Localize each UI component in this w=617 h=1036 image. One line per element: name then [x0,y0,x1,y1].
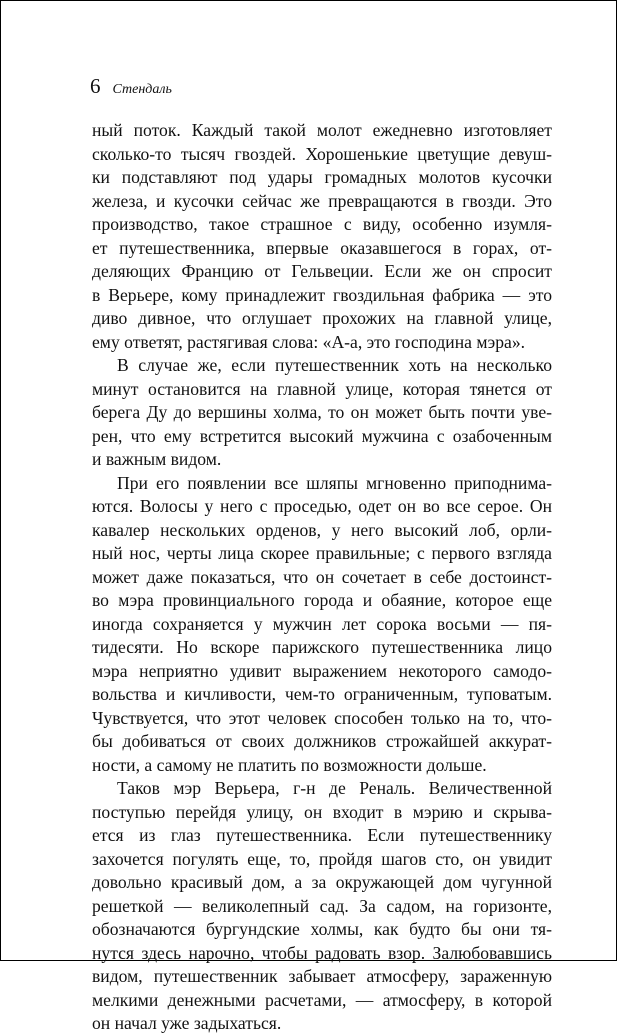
text-line: решеткой — великолепный сад. За садом, на горизонте, [92,895,552,916]
text-line: бы добиваться от своих должников строжайшей аккурат- [92,731,552,751]
text-line: ности, а самому не платить по возможности дольше. [92,754,487,775]
text-line: сколько-то тысяч гвоздей. Хорошенькие цветущие девуш- [92,143,552,164]
page-header [90,74,172,99]
text-line: ется из глаз путешественника. Если путешественнику [92,825,552,845]
text-line: во мэра провинциального города и обаяние, которое еще [92,590,552,610]
text-line: он начал уже задыхаться. [92,1013,282,1033]
text-line: и важным видом. [92,449,222,469]
text-line: ный нос, черты лица скорее правильные; с первого взгляда [92,543,552,563]
text-line: минут остановится на главной улице, которая тянется от [92,378,552,399]
paragraph-3 [92,472,552,778]
text-line: нутся здесь нарочно, чтобы радовать взор. Залюбовавшись [92,942,552,963]
text-line: видом, путешественник забывает атмосферу, зараженную [92,966,552,986]
text-line: ный поток. Каждый такой молот ежедневно изготовляет [92,120,552,140]
text-line: мэра неприятно удивит выражением некоторого самодо- [92,660,552,681]
text-line: производство, такое страшное с виду, особенно изумля- [92,214,552,234]
text-line: мелкими денежными расчетами, — атмосферу, в которой [92,989,552,1010]
text-line: иногда сохраняется у мужчин лет сорока восьми — пя- [92,613,552,634]
paragraph-1 [92,119,552,354]
text-line: Таков мэр Верьера, г-н де Реналь. Величественной [117,778,552,798]
paragraph-2 [92,354,552,472]
text-line: довольно красивый дом, а за окружающей дом чугунной [92,872,552,892]
running-title: Стендаль [112,82,172,97]
text-line: ет путешественника, впервые оказавшегося в горах, от- [92,237,552,258]
text-line: вольства и кичливости, чем-то ограниченным, туповатым. [92,684,552,704]
text-line: ки подставляют под удары громадных молотов кусочки [92,167,552,187]
text-line: обозначаются бургундские холмы, как будто бы они тя- [92,919,552,939]
text-line: При его появлении все шляпы мгновенно приподнима- [117,472,552,493]
text-line: берега Ду до вершины холма, то он может быть почти уве- [92,402,552,422]
text-line: тидесяти. Но вскоре парижского путешественника лицо [92,637,552,657]
text-line: кавалер нескольких орденов, у него высокий лоб, орли- [92,519,552,540]
text-line: ему ответят, растягивая слова: «А-а, это господина мэра». [92,331,526,352]
text-line: диво дивное, что оглушает прохожих на главной улице, [92,308,552,328]
text-line: поступью перейдя улицу, он входит в мэрию и скрыва- [92,801,552,822]
text-line: Чувствуется, что этот человек способен только на то, что- [92,707,552,728]
text-line: ются. Волосы у него с проседью, одет он во все серое. Он [92,496,552,516]
page-number: 6 [90,74,101,98]
text-line: захочется погулять еще, то, пройдя шагов сто, он увидит [92,848,552,869]
text-line: в Верьере, кому принадлежит гвоздильная фабрика — это [92,284,552,305]
text-line: рен, что ему встретится высокий мужчина с озабоченным [92,425,552,446]
paragraph-4 [92,777,552,1036]
text-line: может даже показаться, что он сочетает в себе достоинст- [92,566,552,587]
text-line: железа, и кусочки сейчас же превращаются в гвозди. Это [92,190,552,211]
body-text [92,119,552,1036]
text-line: В случае же, если путешественник хоть на несколько [117,355,552,375]
text-line: деляющих Францию от Гельвеции. Если же он спросит [92,261,552,281]
